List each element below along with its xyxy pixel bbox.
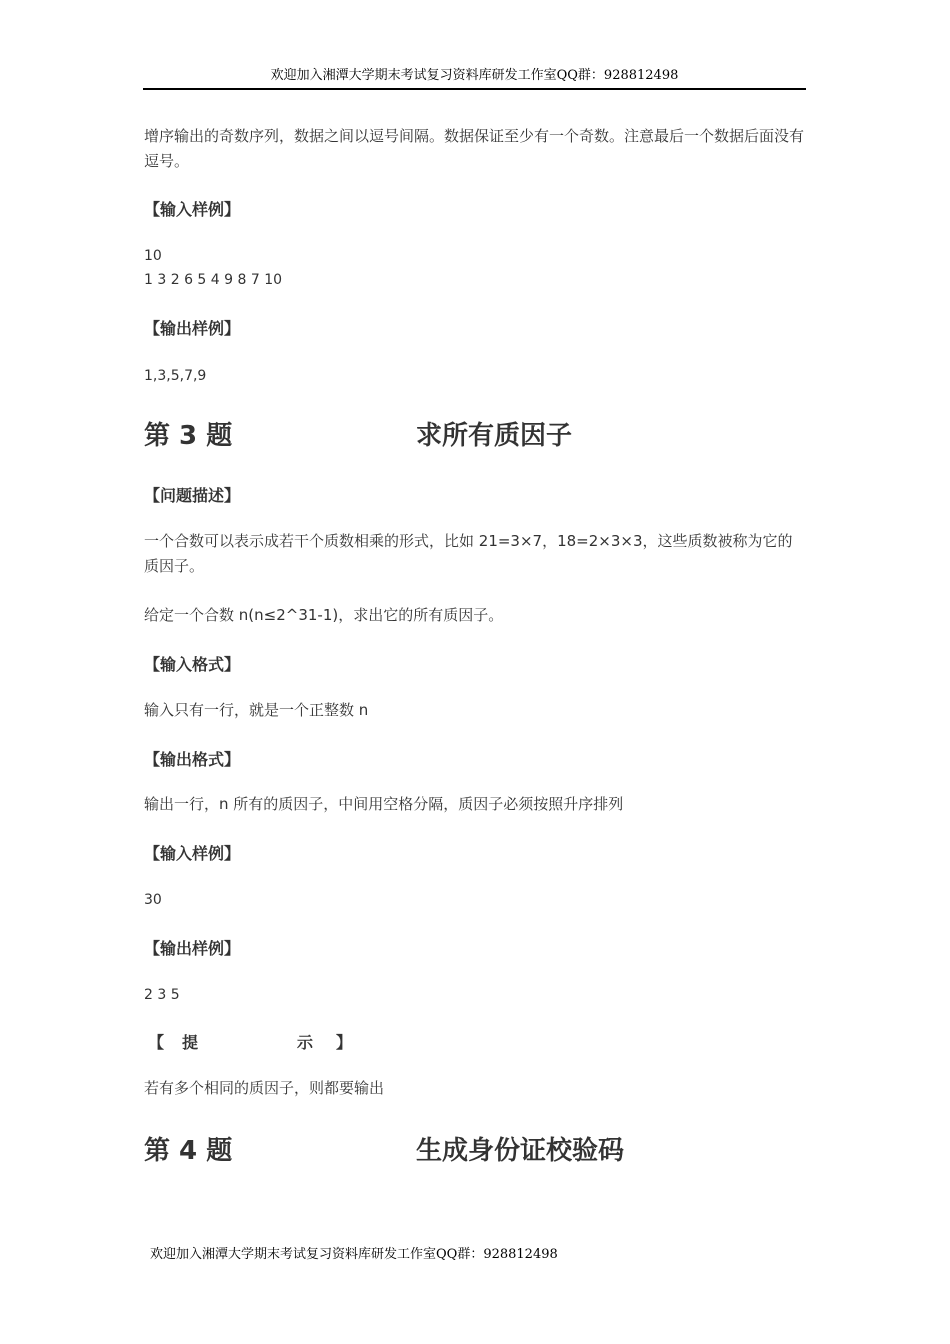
q3-output-format: 输出一行，n 所有的质因子，中间用空格分隔，质因子必须按照升序排列 bbox=[144, 795, 624, 813]
q2-output-description: 增序输出的奇数序列，数据之间以逗号间隔。数据保证至少有一个奇数。注意最后一个数据后面没有逗号。 bbox=[144, 127, 805, 170]
q4-number-heading: 第 4 题 bbox=[144, 1136, 233, 1166]
q2-sample-output-label: 【输出样例】 bbox=[144, 319, 241, 338]
q2-sample-input-line2: 1 3 2 6 5 4 9 8 7 10 bbox=[144, 272, 283, 288]
q3-sample-input-label: 【输入样例】 bbox=[144, 844, 241, 863]
q3-problem-label: 【问题描述】 bbox=[144, 486, 241, 505]
q2-sample-input-label: 【输入样例】 bbox=[144, 200, 241, 219]
q3-problem-text2: 给定一个合数 n(n≤2^31-1)，求出它的所有质因子。 bbox=[144, 606, 504, 624]
q3-problem-text1: 一个合数可以表示成若干个质数相乘的形式，比如 21=3×7，18=2×3×3，这些质数被称为它的质因子。 bbox=[144, 532, 793, 575]
page-footer: 欢迎加入湘潭大学期末考试复习资料库研发工作室QQ群：928812498 bbox=[150, 1247, 558, 1262]
q2-sample-input-line1: 10 bbox=[144, 248, 162, 264]
q4-title-heading: 生成身份证校验码 bbox=[416, 1136, 625, 1166]
hint-char-shi: 示 bbox=[297, 1033, 314, 1052]
q3-input-format-label: 【输入格式】 bbox=[144, 655, 241, 674]
q3-sample-input: 30 bbox=[144, 892, 162, 908]
q3-number-heading: 第 3 题 bbox=[144, 421, 233, 451]
q3-title-heading: 求所有质因子 bbox=[416, 421, 573, 451]
hint-close-bracket: 】 bbox=[336, 1033, 353, 1052]
q2-sample-output: 1,3,5,7,9 bbox=[144, 368, 207, 384]
page-header: 欢迎加入湘潭大学期末考试复习资料库研发工作室QQ群：928812498 bbox=[143, 67, 806, 90]
q3-sample-output: 2 3 5 bbox=[144, 987, 180, 1003]
q3-input-format: 输入只有一行，就是一个正整数 n bbox=[144, 701, 369, 719]
hint-char-ti: 提 bbox=[182, 1033, 199, 1052]
q3-sample-output-label: 【输出样例】 bbox=[144, 939, 241, 958]
q3-hint-text: 若有多个相同的质因子，则都要输出 bbox=[144, 1079, 385, 1097]
hint-open-bracket: 【 bbox=[148, 1033, 165, 1052]
q3-output-format-label: 【输出格式】 bbox=[144, 750, 241, 769]
